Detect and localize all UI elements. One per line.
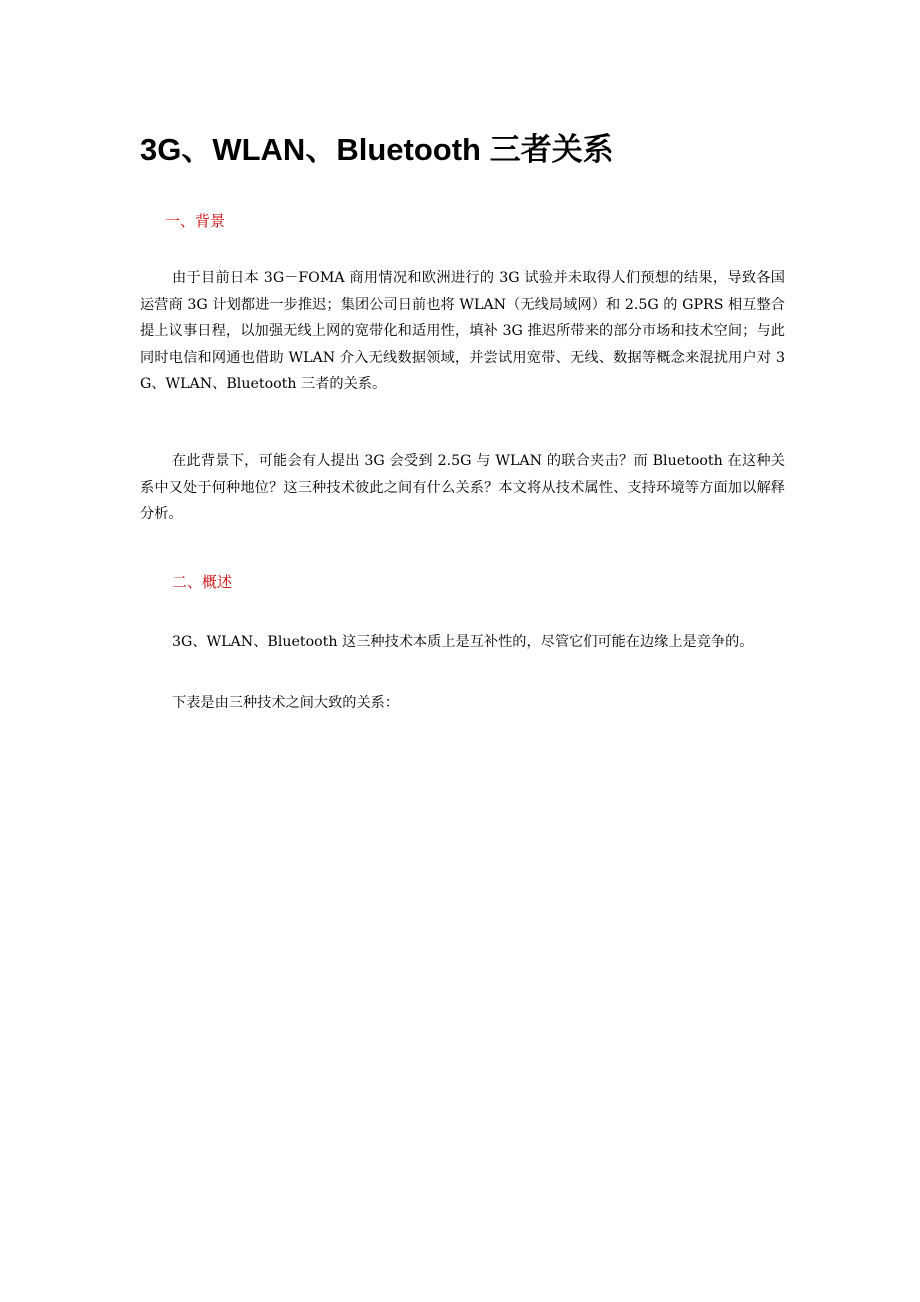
- paragraph-background-2: 在此背景下，可能会有人提出 3G 会受到 2.5G 与 WLAN 的联合夹击？而 Bluetooth 在这种关系中又处于何种地位？这三种技术彼此之间有什么关系？本文将从技术属性、支持环境等方面加以解释分析。: [140, 453, 785, 522]
- document-title: 3G、WLAN、Bluetooth 三者关系: [140, 132, 614, 167]
- paragraph-overview-1: 3G、WLAN、Bluetooth 这三种技术本质上是互补性的，尽管它们可能在边缘上是竞争的。: [172, 634, 754, 650]
- section-heading-background: 一、背景: [165, 212, 226, 230]
- section-heading-overview: 二、概述: [172, 573, 233, 591]
- paragraph-background-1: 由于目前日本 3G－FOMA 商用情况和欧洲进行的 3G 试验并未取得人们预想的结果，导致各国运营商 3G 计划都进一步推迟；集团公司日前也将 WLAN（无线局域网）和 2.5G 的 GPRS 相互整合提上议事日程，以加强无线上网的宽带化和适用性，填补 3G 推迟所带来的部分市场和技术空间；与此同时电信和网通也借助 WLAN 介入无线数据领域，并尝试用宽带、无线、数据等概念来混扰用户对 3G、WLAN、Bluetooth 三者的关系。: [140, 270, 785, 392]
- paragraph-overview-2: 下表是由三种技术之间大致的关系：: [172, 695, 400, 711]
- document-body: [140, 128, 785, 711]
